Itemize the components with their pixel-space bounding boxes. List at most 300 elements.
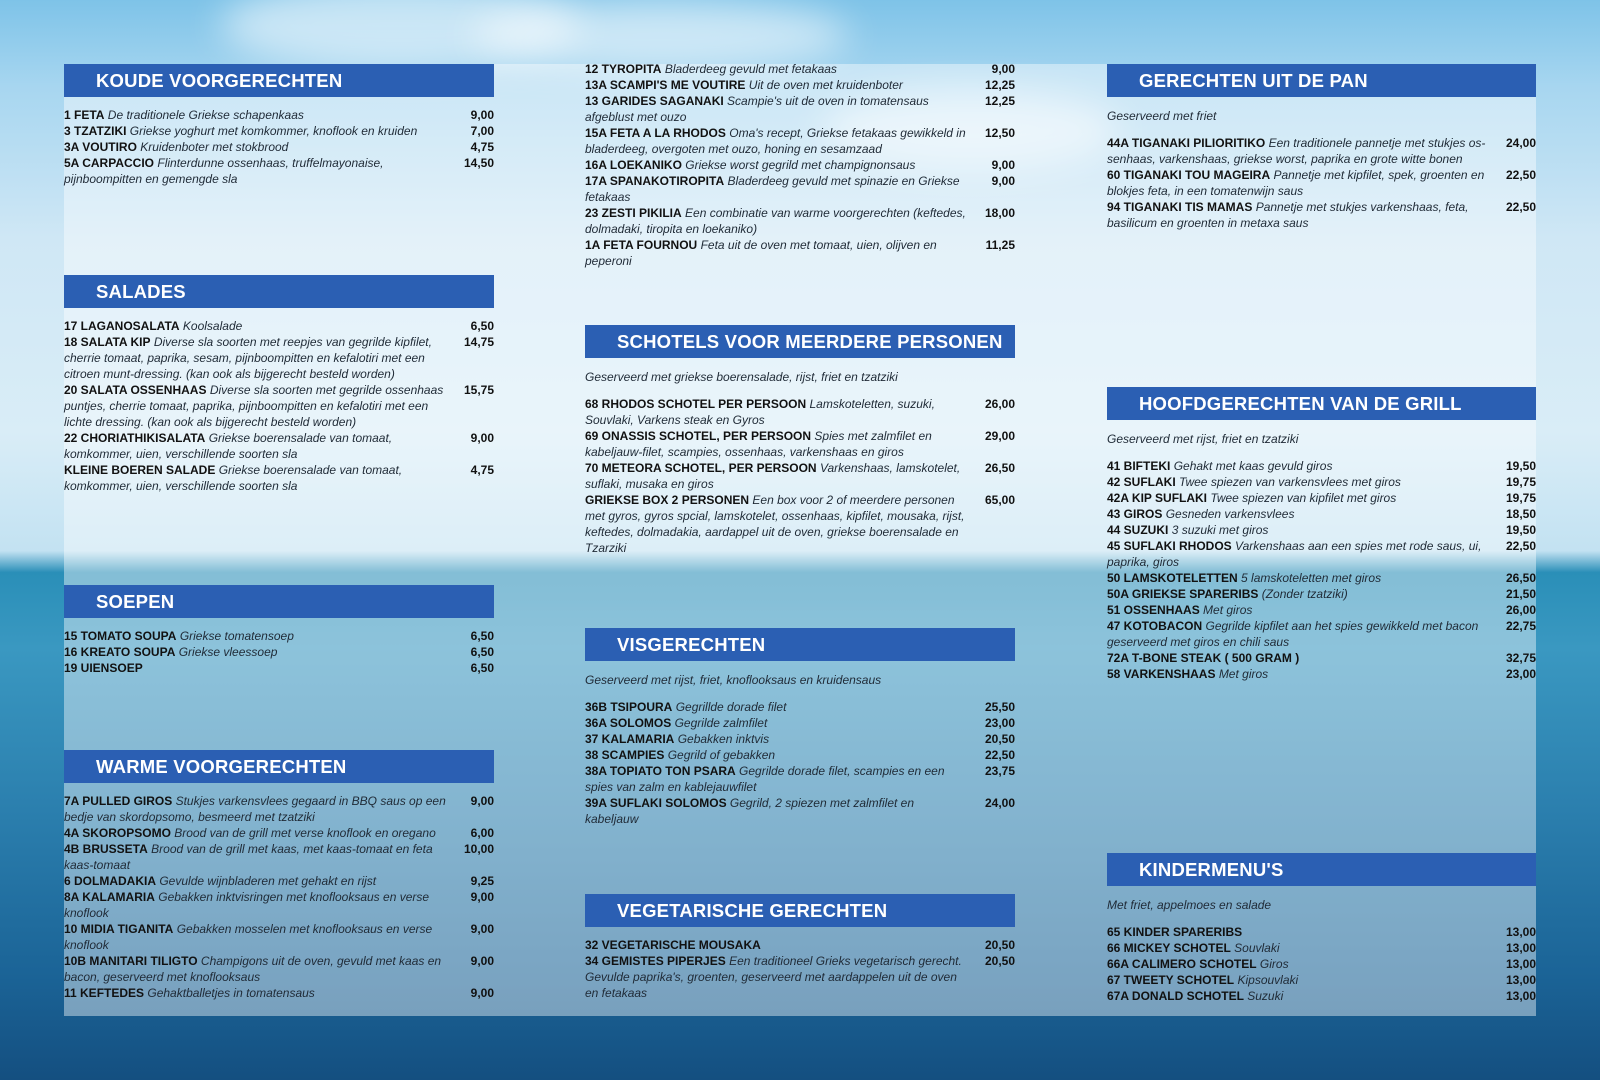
- cloud-decoration: [470, 0, 850, 70]
- menu-item-name: 1A FETA FOURNOU: [585, 238, 698, 252]
- menu-item-list: [1107, 135, 1536, 231]
- menu-item-description: Griekse vleessoep: [178, 645, 278, 659]
- menu-item-price: 18,00: [984, 206, 1015, 220]
- menu-item-name: 38 SCAMPIES: [585, 748, 665, 762]
- menu-item-price: 14,50: [463, 156, 494, 170]
- menu-item-price: 9,00: [470, 986, 494, 1000]
- menu-item-text: [585, 428, 977, 460]
- menu-item: [64, 793, 494, 825]
- menu-item-name: 39A SUFLAKI SOLOMOS: [585, 796, 727, 810]
- menu-item: [585, 731, 1015, 747]
- menu-item-list: [64, 628, 494, 676]
- menu-item-name: 50 LAMSKOTELETTEN: [1107, 571, 1238, 585]
- menu-item-price: 9,00: [991, 158, 1015, 172]
- menu-item: [64, 985, 494, 1001]
- menu-item-text: [64, 841, 456, 873]
- menu-item: [1107, 988, 1536, 1004]
- menu-item-description: Scampie's uit de oven in tomatensaus afgeblust met ouzo: [585, 94, 929, 124]
- menu-item-list: [1107, 458, 1536, 682]
- menu-item-description: Gegrild, 2 spiezen met zalmfilet en kabeljauw: [585, 796, 915, 826]
- menu-item-text: [1107, 522, 1498, 538]
- menu-item: [64, 155, 494, 187]
- menu-item-name: 7A PULLED GIROS: [64, 794, 173, 808]
- menu-item-name: 22 CHORIATHIKISALATA: [64, 431, 206, 445]
- menu-item-text: [585, 795, 977, 827]
- menu-item-price: 19,75: [1505, 491, 1536, 505]
- menu-item-price: 10,00: [463, 842, 494, 856]
- menu-item-description: Uit de oven met kruidenboter: [748, 78, 903, 92]
- section-visgerechten: [585, 628, 1015, 827]
- menu-item-price: 26,50: [1505, 571, 1536, 585]
- menu-item-name: 72A T-BONE STEAK ( 500 GRAM ): [1107, 651, 1300, 665]
- menu-item-name: 50A GRIEKSE SPARERIBS: [1107, 587, 1259, 601]
- menu-item-price: 12,50: [984, 126, 1015, 140]
- menu-item-description: Gesneden varkensvlees: [1165, 507, 1295, 521]
- menu-item-name: 3 TZATZIKI: [64, 124, 127, 138]
- menu-item-name: 67 TWEETY SCHOTEL: [1107, 973, 1235, 987]
- menu-item-name: 36A SOLOMOS: [585, 716, 672, 730]
- menu-item-text: [64, 318, 456, 334]
- menu-item-text: [585, 125, 977, 157]
- menu-item-text: [64, 921, 456, 953]
- menu-item-price: 26,00: [984, 397, 1015, 411]
- menu-item: [1107, 602, 1536, 618]
- menu-item-price: 9,00: [470, 922, 494, 936]
- menu-item-name: 60 TIGANAKI TOU MAGEIRA: [1107, 168, 1271, 182]
- menu-item-list: [64, 318, 494, 494]
- menu-item-name: 68 RHODOS SCHOTEL PER PERSOON: [585, 397, 807, 411]
- menu-item-list: [64, 793, 494, 1001]
- menu-item: [64, 334, 494, 382]
- menu-item: [585, 747, 1015, 763]
- menu-item-price: 6,50: [470, 629, 494, 643]
- menu-item: [585, 699, 1015, 715]
- menu-item-name: 38A TOPIATO TON PSARA: [585, 764, 736, 778]
- menu-item: [585, 93, 1015, 125]
- section-soepen: [64, 585, 494, 676]
- menu-item-description: Twee spiezen van varkensvlees met giros: [1179, 475, 1401, 489]
- section-subtitle: Met friet, appelmoes en salade: [1107, 898, 1272, 912]
- menu-item: [64, 841, 494, 873]
- menu-item-description: Lamskoteletten, suzuki, Souvlaki, Varkens steak en Gyros: [585, 397, 935, 427]
- menu-item-price: 20,50: [984, 938, 1015, 952]
- menu-item-description: Een combinatie van warme voorgerechten (keftedes, dolmadaki, tiropita en loekaniko): [585, 206, 966, 236]
- menu-item-name: 51 OSSENHAAS: [1107, 603, 1200, 617]
- menu-item-name: 42A KIP SUFLAKI: [1107, 491, 1208, 505]
- menu-item-price: 6,50: [470, 319, 494, 333]
- menu-item-description: Een traditionele pannetje met stukjes os-senhaas, varkenshaas, griekse worst, paprika en grote witte bonen: [1107, 136, 1486, 166]
- menu-item: [64, 873, 494, 889]
- menu-item-text: [1107, 602, 1498, 618]
- menu-item-description: De traditionele Griekse schapenkaas: [107, 108, 304, 122]
- menu-item: [585, 795, 1015, 827]
- section-kindermenus: [1107, 853, 1536, 1004]
- menu-item: [585, 157, 1015, 173]
- menu-item-name: 94 TIGANAKI TIS MAMAS: [1107, 200, 1253, 214]
- menu-item-price: 19,50: [1505, 459, 1536, 473]
- menu-item-price: 25,50: [984, 700, 1015, 714]
- menu-item-text: [64, 123, 456, 139]
- menu-item-description: Griekse worst gegrild met champignonsaus: [685, 158, 916, 172]
- menu-item-name: 19 UIENSOEP: [64, 661, 143, 675]
- menu-item-text: [1107, 972, 1498, 988]
- menu-item: [64, 628, 494, 644]
- menu-item-name: 65 KINDER SPARERIBS: [1107, 925, 1243, 939]
- menu-item: [1107, 618, 1536, 650]
- menu-item-description: Suzuki: [1247, 989, 1284, 1003]
- menu-item-text: [1107, 666, 1498, 682]
- menu-item-description: Gevulde wijnbladeren met gehakt en rijst: [159, 874, 377, 888]
- menu-item-name: 41 BIFTEKI: [1107, 459, 1171, 473]
- menu-item-description: Champigons uit de oven, gevuld met kaas en bacon, geserveerd met knoflooksaus: [64, 954, 442, 984]
- menu-item-name: KLEINE BOEREN SALADE: [64, 463, 216, 477]
- section-warme-voorgerechten: [64, 750, 494, 1001]
- menu-item-price: 13,00: [1505, 957, 1536, 971]
- menu-item-text: [585, 699, 977, 715]
- menu-item-description: Gehaktballetjes in tomatensaus: [147, 986, 315, 1000]
- menu-item-name: 16 KREATO SOUPA: [64, 645, 176, 659]
- menu-item: [585, 237, 1015, 269]
- menu-item: [585, 205, 1015, 237]
- menu-item-price: 29,00: [984, 429, 1015, 443]
- section-title: GERECHTEN UIT DE PAN: [1107, 64, 1536, 97]
- menu-item: [64, 123, 494, 139]
- menu-item-price: 4,75: [470, 463, 494, 477]
- menu-item-name: 18 SALATA KIP: [64, 335, 151, 349]
- menu-item-name: 17A SPANAKOTIROPITA: [585, 174, 725, 188]
- menu-item-text: [1107, 458, 1498, 474]
- menu-item-list: [585, 61, 1015, 269]
- menu-item: [64, 660, 494, 676]
- menu-item: [1107, 474, 1536, 490]
- menu-item: [64, 644, 494, 660]
- menu-item-text: [64, 430, 456, 462]
- menu-item: [1107, 490, 1536, 506]
- menu-item-price: 20,50: [984, 954, 1015, 968]
- menu-item-price: 13,00: [1505, 941, 1536, 955]
- menu-item-price: 12,25: [984, 94, 1015, 108]
- menu-item: [64, 382, 494, 430]
- menu-item-text: [1107, 988, 1498, 1004]
- menu-item-description: Met giros: [1218, 667, 1269, 681]
- section-title: SOEPEN: [64, 585, 494, 618]
- menu-item-price: 13,00: [1505, 989, 1536, 1003]
- menu-item-name: 5A CARPACCIO: [64, 156, 155, 170]
- menu-item-text: [585, 937, 977, 953]
- menu-item: [1107, 650, 1536, 666]
- menu-item-text: [1107, 618, 1498, 650]
- menu-item-price: 22,50: [1505, 168, 1536, 182]
- menu-item: [1107, 666, 1536, 682]
- menu-item-text: [585, 93, 977, 125]
- menu-item-description: Varkenshaas, lamskotelet, suflaki, musaka en giros: [585, 461, 961, 491]
- menu-item-name: 20 SALATA OSSENHAAS: [64, 383, 207, 397]
- menu-item: [585, 937, 1015, 953]
- menu-item-text: [1107, 586, 1498, 602]
- menu-item-text: [585, 763, 977, 795]
- menu-item-name: 10B MANITARI TILIGTO: [64, 954, 198, 968]
- section-salades: [64, 275, 494, 494]
- menu-item-price: 20,50: [984, 732, 1015, 746]
- menu-item-description: Gegrilde kipfilet aan het spies gewikkeld met bacon geserveerd met giros en chili saus: [1107, 619, 1479, 649]
- menu-item-description: Met giros: [1203, 603, 1253, 617]
- menu-item-description: Flinterdunne ossenhaas, truffelmayonaise, pijnboompitten en gemengde sla: [64, 156, 384, 186]
- menu-item-name: 16A LOEKANIKO: [585, 158, 682, 172]
- menu-item-name: 13 GARIDES SAGANAKI: [585, 94, 724, 108]
- menu-item-list: [64, 107, 494, 187]
- section-title: SALADES: [64, 275, 494, 308]
- section-koude-voorgerechten: [64, 64, 494, 187]
- menu-item-price: 9,00: [991, 174, 1015, 188]
- menu-item-text: [64, 793, 456, 825]
- menu-item-price: 6,50: [470, 645, 494, 659]
- menu-item-description: Koolsalade: [182, 319, 243, 333]
- menu-item-price: 21,50: [1505, 587, 1536, 601]
- menu-item: [1107, 522, 1536, 538]
- menu-item-text: [1107, 490, 1498, 506]
- menu-item-price: 18,50: [1505, 507, 1536, 521]
- menu-item-name: 10 MIDIA TIGANITA: [64, 922, 174, 936]
- menu-item: [64, 318, 494, 334]
- menu-item-description: Twee spiezen van kipfilet met giros: [1210, 491, 1397, 505]
- menu-item-price: 19,50: [1505, 523, 1536, 537]
- menu-item-price: 9,25: [470, 874, 494, 888]
- menu-item-text: [1107, 956, 1498, 972]
- menu-item-text: [64, 873, 456, 889]
- menu-item-text: [1107, 199, 1498, 231]
- menu-item-price: 22,75: [1505, 619, 1536, 633]
- menu-item: [585, 428, 1015, 460]
- menu-item-price: 26,00: [1505, 603, 1536, 617]
- menu-item-text: [585, 157, 977, 173]
- menu-item-price: 24,00: [1505, 136, 1536, 150]
- menu-item-name: 15A FETA A LA RHODOS: [585, 126, 726, 140]
- menu-item-price: 22,50: [1505, 539, 1536, 553]
- menu-item-name: 67A DONALD SCHOTEL: [1107, 989, 1244, 1003]
- menu-item-name: 12 TYROPITA: [585, 62, 662, 76]
- menu-item-price: 19,75: [1505, 475, 1536, 489]
- menu-item-description: 3 suzuki met giros: [1171, 523, 1269, 537]
- menu-item-name: 69 ONASSIS SCHOTEL, PER PERSOON: [585, 429, 812, 443]
- menu-item: [1107, 506, 1536, 522]
- menu-item-description: Bladerdeeg gevuld met fetakaas: [664, 62, 837, 76]
- section-subtitle: Geserveerd met griekse boerensalade, rijst, friet en tzatziki: [585, 370, 898, 384]
- menu-item-text: [64, 382, 456, 430]
- menu-item-price: 6,00: [470, 826, 494, 840]
- menu-item-description: Feta uit de oven met tomaat, uien, olijven en peperoni: [585, 238, 937, 268]
- menu-item-description: Gegrilde zalmfilet: [674, 716, 768, 730]
- menu-item-price: 6,50: [470, 661, 494, 675]
- section-hoofdgerechten-grill: [1107, 387, 1536, 682]
- section-title: KINDERMENU'S: [1107, 853, 1536, 886]
- menu-item: [585, 492, 1015, 556]
- menu-item-name: 15 TOMATO SOUPA: [64, 629, 177, 643]
- menu-item-price: 23,00: [1505, 667, 1536, 681]
- menu-item-text: [1107, 924, 1498, 940]
- menu-item-text: [585, 173, 977, 205]
- menu-item-text: [1107, 940, 1498, 956]
- menu-item-price: 14,75: [463, 335, 494, 349]
- menu-item-price: 15,75: [463, 383, 494, 397]
- section-title: WARME VOORGERECHTEN: [64, 750, 494, 783]
- menu-item-description: Gebakken inktvisringen met knoflooksaus en verse knoflook: [64, 890, 430, 920]
- menu-item-list: [585, 396, 1015, 556]
- menu-item-name: 8A KALAMARIA: [64, 890, 155, 904]
- menu-item-description: Pannetje met stukjes varkenshaas, feta, basilicum en groenten in metaxa saus: [1107, 200, 1469, 230]
- menu-item-name: 37 KALAMARIA: [585, 732, 675, 746]
- menu-item-description: Gebakken mosselen met knoflooksaus en verse knoflook: [64, 922, 433, 952]
- section-title: VISGERECHTEN: [585, 628, 1015, 661]
- menu-item: [1107, 199, 1536, 231]
- menu-item: [1107, 135, 1536, 167]
- menu-item-description: Pannetje met kipfilet, spek, groenten en blokjes feta, in een tomatenwijn saus: [1107, 168, 1485, 198]
- menu-item-name: 42 SUFLAKI: [1107, 475, 1176, 489]
- menu-item-text: [64, 985, 456, 1001]
- section-gerechten-uit-de-pan: [1107, 64, 1536, 231]
- section-schotels-meerdere-personen: [585, 325, 1015, 556]
- menu-item-text: [64, 107, 456, 123]
- menu-item: [1107, 538, 1536, 570]
- menu-item-text: [64, 953, 456, 985]
- menu-item-description: Gegrild of gebakken: [667, 748, 776, 762]
- menu-item-text: [585, 492, 977, 556]
- menu-item-description: Brood van de grill met verse knoflook en oregano: [174, 826, 436, 840]
- menu-item-price: 4,75: [470, 140, 494, 154]
- menu-item-text: [64, 825, 456, 841]
- menu-item: [585, 77, 1015, 93]
- menu-item: [64, 430, 494, 462]
- menu-item-description: Gegrillde dorade filet: [675, 700, 787, 714]
- menu-item: [64, 107, 494, 123]
- menu-item-text: [64, 660, 456, 676]
- menu-item-price: 32,75: [1505, 651, 1536, 665]
- menu-item-name: 11 KEFTEDES: [64, 986, 145, 1000]
- menu-item-text: [585, 61, 977, 77]
- menu-item-description: Souvlaki: [1234, 941, 1280, 955]
- section-warme-voorgerechten-vervolg: [585, 61, 1015, 269]
- menu-item-price: 11,25: [985, 238, 1015, 252]
- menu-item-description: Griekse boerensalade van tomaat, komkommer, uien, verschillende soorten sla: [64, 463, 403, 493]
- menu-item-text: [585, 237, 977, 269]
- menu-item-price: 23,75: [984, 764, 1015, 778]
- section-subtitle: Geserveerd met rijst, friet, knoflooksaus en kruidensaus: [585, 673, 882, 687]
- menu-item-name: 45 SUFLAKI RHODOS: [1107, 539, 1232, 553]
- menu-item-description: Bladerdeeg gevuld met spinazie en Griekse fetakaas: [585, 174, 960, 204]
- menu-item-description: Griekse tomatensoep: [179, 629, 294, 643]
- menu-item-name: 1 FETA: [64, 108, 105, 122]
- menu-item-list: [1107, 924, 1536, 1004]
- menu-item: [64, 825, 494, 841]
- menu-item: [1107, 167, 1536, 199]
- menu-item-price: 23,00: [984, 716, 1015, 730]
- menu-item-text: [585, 731, 977, 747]
- menu-item-price: 9,00: [991, 62, 1015, 76]
- menu-item-text: [585, 953, 977, 1001]
- menu-item: [585, 460, 1015, 492]
- menu-item-text: [64, 889, 456, 921]
- menu-item: [1107, 972, 1536, 988]
- menu-item-description: Spies met zalmfilet en kabeljauw-filet, scampies, ossenhaas, varkenshaas en giros: [585, 429, 932, 459]
- menu-item-text: [585, 396, 977, 428]
- menu-item-description: Oma's recept, Griekse fetakaas gewikkeld in bladerdeeg, overgoten met ouzo, honing en sesamzaad: [585, 126, 966, 156]
- menu-item-name: GRIEKSE BOX 2 PERSONEN: [585, 493, 750, 507]
- menu-item-text: [64, 462, 456, 494]
- menu-item-price: 9,00: [470, 794, 494, 808]
- menu-item-name: 58 VARKENSHAAS: [1107, 667, 1216, 681]
- menu-item-description: (Zonder tzatziki): [1261, 587, 1348, 601]
- section-title: VEGETARISCHE GERECHTEN: [585, 894, 1015, 927]
- section-title: HOOFDGERECHTEN VAN DE GRILL: [1107, 387, 1536, 420]
- menu-item: [64, 921, 494, 953]
- menu-item: [585, 61, 1015, 77]
- menu-item-name: 3A VOUTIRO: [64, 140, 137, 154]
- menu-item: [64, 139, 494, 155]
- menu-item-name: 6 DOLMADAKIA: [64, 874, 156, 888]
- menu-item: [1107, 586, 1536, 602]
- menu-item-text: [585, 460, 977, 492]
- menu-item-price: 7,00: [470, 124, 494, 138]
- menu-item-price: 9,00: [470, 431, 494, 445]
- menu-item-text: [1107, 474, 1498, 490]
- menu-item-text: [585, 205, 977, 237]
- menu-item: [585, 173, 1015, 205]
- menu-item: [64, 953, 494, 985]
- menu-item: [64, 462, 494, 494]
- menu-item-name: 34 GEMISTES PIPERJES: [585, 954, 726, 968]
- menu-item-name: 17 LAGANOSALATA: [64, 319, 180, 333]
- menu-item-name: 23 ZESTI PIKILIA: [585, 206, 682, 220]
- menu-item: [585, 763, 1015, 795]
- menu-item-price: 22,50: [984, 748, 1015, 762]
- menu-item: [1107, 458, 1536, 474]
- section-subtitle: Geserveerd met rijst, friet en tzatziki: [1107, 432, 1299, 446]
- menu-item-text: [64, 334, 456, 382]
- menu-item: [1107, 570, 1536, 586]
- menu-item-price: 65,00: [984, 493, 1015, 507]
- menu-item-description: 5 lamskoteletten met giros: [1241, 571, 1382, 585]
- menu-item-name: 13A SCAMPI'S ME VOUTIRE: [585, 78, 746, 92]
- menu-item-description: Brood van de grill met kaas, met kaas-tomaat en feta kaas-tomaat: [64, 842, 433, 872]
- menu-item-text: [64, 139, 456, 155]
- menu-item-price: 24,00: [984, 796, 1015, 810]
- menu-item-price: 22,50: [1505, 200, 1536, 214]
- menu-item-name: 4B BRUSSETA: [64, 842, 148, 856]
- menu-item-name: 36B TSIPOURA: [585, 700, 673, 714]
- menu-item-list: [585, 699, 1015, 827]
- menu-item: [585, 953, 1015, 1001]
- menu-item-description: Diverse sla soorten met reepjes van gegrilde kipfilet, cherrie tomaat, paprika, sesam, pijnboompitten en kefalotiri met een citroen munt-dressing. (kan ook als bijgerecht besteld worden): [64, 335, 432, 381]
- section-title: SCHOTELS VOOR MEERDERE PERSONEN: [585, 325, 1015, 358]
- menu-item-price: 9,00: [470, 108, 494, 122]
- section-vegetarische-gerechten: [585, 894, 1015, 1001]
- menu-item-name: 44A TIGANAKI PILIORITIKO: [1107, 136, 1266, 150]
- section-subtitle: Geserveerd met friet: [1107, 109, 1217, 123]
- menu-item-name: 44 SUZUKI: [1107, 523, 1169, 537]
- menu-item-text: [1107, 650, 1498, 666]
- menu-item-text: [585, 715, 977, 731]
- menu-item: [585, 715, 1015, 731]
- menu-item-price: 12,25: [984, 78, 1015, 92]
- menu-item-list: [585, 937, 1015, 1001]
- menu-item-text: [64, 644, 456, 660]
- menu-item-price: 13,00: [1505, 925, 1536, 939]
- menu-item-text: [1107, 506, 1498, 522]
- menu-item-description: Diverse sla soorten met gegrilde ossenhaas puntjes, cherrie tomaat, paprika, pijnboompitten en kefalotiri met een lichte dressing. (kan ook als bijgerecht besteld worden): [64, 383, 444, 429]
- menu-item-description: Stukjes varkensvlees gegaard in BBQ saus op een bedje van skordopsomo, besmeerd met tzatziki: [64, 794, 446, 824]
- menu-item: [1107, 940, 1536, 956]
- menu-item-description: Griekse yoghurt met komkommer, knoflook en kruiden: [129, 124, 418, 138]
- menu-item: [585, 125, 1015, 157]
